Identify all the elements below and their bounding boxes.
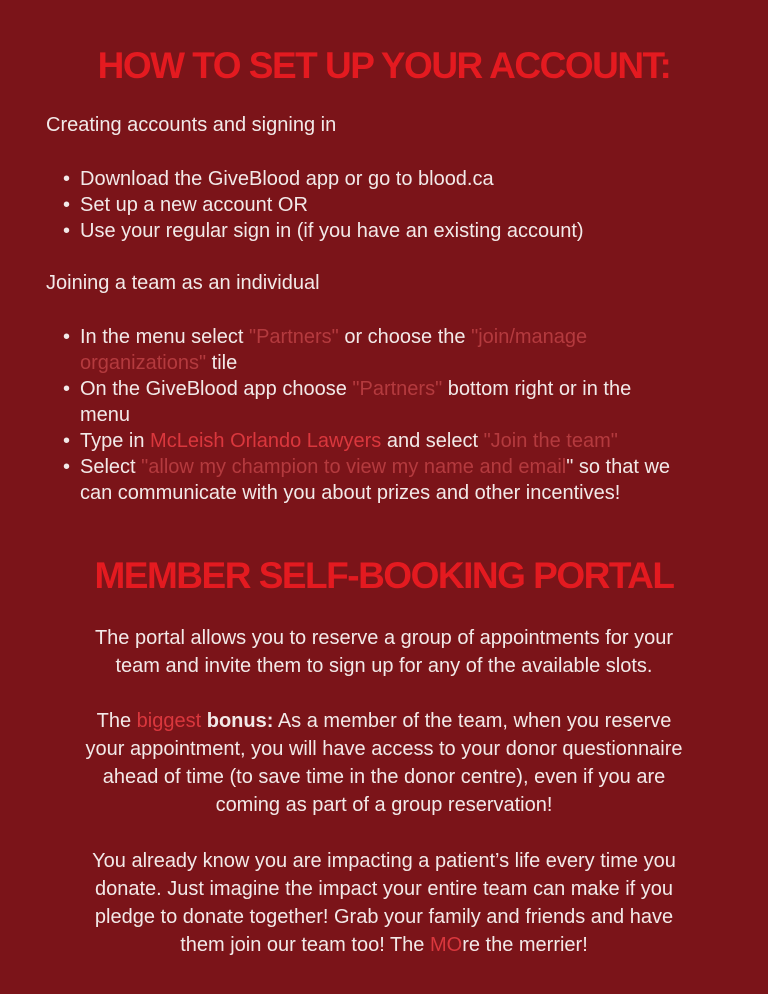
bullet-line: [80, 376, 768, 402]
list-item: [46, 454, 768, 506]
paragraph-line: [24, 931, 744, 959]
bonus-paragraph: [24, 707, 744, 819]
paragraph-line: [24, 875, 744, 903]
creating-accounts-heading: Creating accounts and signing in: [46, 114, 337, 136]
text-segment: menu: [80, 404, 131, 426]
text-segment: In the menu select: [80, 326, 249, 348]
text-segment: "join/manage: [471, 326, 588, 348]
text-segment: your appointment, you will have access to your donor questionnaire: [85, 738, 683, 760]
text-segment: "Partners": [248, 326, 339, 348]
list-item: [46, 166, 768, 192]
text-segment: coming as part of a group reservation!: [215, 794, 553, 816]
text-segment: The portal allows you to reserve a group of appointments for your: [94, 627, 674, 649]
text-segment: bottom right or in the: [442, 378, 632, 400]
paragraph-line: [24, 791, 744, 819]
bullet-line: [80, 454, 768, 480]
joining-team-heading: Joining a team as an individual: [46, 272, 320, 294]
text-segment: donate. Just imagine the impact your entire team can make if you: [94, 878, 674, 900]
paragraph-line: [24, 624, 744, 652]
text-segment: and select: [381, 430, 484, 452]
bullet-text: • Download the GiveBlood app or go to blood.ca: [80, 168, 494, 190]
paragraph-line: [24, 735, 744, 763]
text-segment: The: [96, 710, 137, 732]
portal-intro-paragraph: [24, 624, 744, 680]
text-segment: MO: [429, 934, 463, 956]
text-segment: Select: [80, 456, 142, 478]
text-segment: re the merrier!: [462, 934, 588, 956]
text-segment: Type in: [80, 430, 151, 452]
list-item: [46, 192, 768, 218]
text-segment: pledge to donate together! Grab your family and friends and have: [94, 906, 674, 928]
bullet-line: [80, 350, 768, 376]
bullet-text: • Set up a new account OR: [80, 194, 308, 216]
text-segment: organizations": [80, 352, 207, 374]
bullet-text: • Use your regular sign in (if you have an existing account): [80, 220, 584, 242]
list-item: [46, 376, 768, 428]
bullet-line: [80, 428, 768, 454]
text-segment: biggest: [136, 710, 202, 732]
bullet-line: [80, 324, 768, 350]
list-item: [46, 218, 768, 244]
text-segment: or choose the: [338, 326, 472, 348]
text-segment: McLeish Orlando Lawyers: [150, 430, 382, 452]
text-segment: team and invite them to sign up for any of the available slots.: [115, 655, 653, 677]
portal-section-title: MEMBER SELF-BOOKING PORTAL: [94, 555, 674, 596]
paragraph-line: [24, 903, 744, 931]
bullet-line: [80, 402, 768, 428]
text-segment: "Join the team": [483, 430, 618, 452]
paragraph-line: [24, 707, 744, 735]
text-segment: "Partners": [352, 378, 443, 400]
list-item: [46, 324, 768, 376]
text-segment: "allow my champion to view my name and email: [141, 456, 567, 478]
list-item: [46, 428, 768, 454]
bullet-line: [80, 480, 768, 506]
creating-accounts-bullet-list: [46, 166, 768, 244]
text-segment: bonus:: [206, 710, 274, 732]
impact-paragraph: [24, 847, 744, 959]
text-segment: As a member of the team, when you reserve: [273, 710, 672, 732]
text-segment: them join our team too! The: [180, 934, 430, 956]
text-segment: " so that we: [566, 456, 671, 478]
account-section-title: HOW TO SET UP YOUR ACCOUNT:: [97, 45, 671, 86]
text-segment: ahead of time (to save time in the donor centre), even if you are: [102, 766, 666, 788]
text-segment: can communicate with you about prizes and other incentives!: [80, 482, 621, 504]
paragraph-line: [24, 763, 744, 791]
text-segment: You already know you are impacting a patient’s life every time you: [92, 850, 676, 872]
paragraph-line: [24, 847, 744, 875]
text-segment: On the GiveBlood app choose: [80, 378, 353, 400]
paragraph-line: [24, 652, 744, 680]
text-segment: tile: [206, 352, 238, 374]
joining-team-bullet-list: [46, 324, 768, 506]
